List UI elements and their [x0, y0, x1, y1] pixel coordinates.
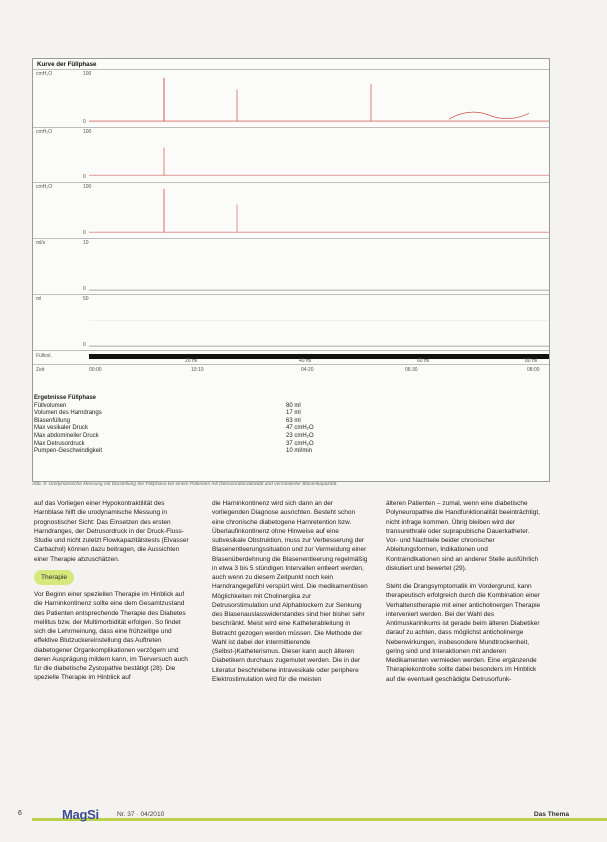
result-value: 10 ml/min	[286, 448, 313, 455]
page-number: 6	[18, 810, 22, 817]
volume-axis-row	[33, 350, 549, 362]
results-row	[34, 425, 364, 433]
channel-label: cmH₂O	[36, 184, 53, 190]
page-footer	[0, 806, 607, 830]
time-tick: 06:30	[405, 367, 418, 373]
channel-max: 100	[83, 184, 92, 190]
channel-strip-2	[33, 127, 549, 182]
results-row	[34, 403, 364, 411]
channel-zero: 0	[83, 342, 86, 348]
result-value: 47 cmH₂O	[286, 425, 314, 432]
volume-tick: 20 ml	[185, 358, 198, 364]
channel-max: 10	[83, 240, 89, 246]
result-label: Volumen des Harndrangs	[34, 410, 102, 417]
paragraph: Steht die Drangsymptomatik im Vordergrund, kann therapeutisch erfolgreich durch die Kombination einer Verhaltenstherapie mit einer anticholinergen Therapie interveniert werden. Bei der Wahl des Antimuskarinikums ist gerade beim älteren Diabetiker darauf zu achten, dass möglichst anticholinerge Nebenwirkungen, insbesondere Mundtrockenheit, gering sind und Interaktionen mit anderen Medikamenten vermieden werden. Eine ergänzende Therapiekontrolle sollte dabei besonders im Hinblick auf die eventuell geschädigte Detrusorfunk-	[386, 583, 541, 683]
figure-caption: Abb. 5: Urodynamische Messung mit Darstellung der Füllphase bei einem Patienten mit Detrusorüberaktivität und verminderter Blasenkapazität.	[32, 482, 338, 487]
magazine-logo: MagSi	[62, 807, 99, 822]
result-value: 23 cmH₂O	[286, 432, 314, 439]
result-value: 80 ml	[286, 402, 301, 409]
result-label: Blasenfüllung	[34, 417, 71, 424]
result-value: 17 ml	[286, 410, 301, 417]
result-label: Füllvolumen	[34, 402, 67, 409]
channel-strip-3	[33, 182, 549, 238]
results-row	[34, 410, 364, 418]
time-tick: 08:00	[527, 367, 540, 373]
volume-trace	[89, 295, 549, 350]
time-tick: 00:00	[89, 367, 102, 373]
channel-zero: 0	[83, 119, 86, 125]
channel-strip-5	[33, 294, 549, 350]
section-heading-badge: Therapie	[34, 570, 74, 585]
result-value: 63 ml	[286, 417, 301, 424]
time-tick: 10:10	[191, 367, 204, 373]
channel-zero: 0	[83, 174, 86, 180]
result-label: Max vesikaler Druck	[34, 425, 89, 432]
result-value: 37 cmH₂O	[286, 440, 314, 447]
channel-max: 100	[83, 71, 92, 77]
results-row	[34, 418, 364, 426]
issue-label: Nr. 37 · 04/2010	[117, 811, 165, 818]
channel-strip-4	[33, 238, 549, 294]
channel-zero: 0	[83, 230, 86, 236]
volume-row-label: Füllvol.	[36, 353, 52, 359]
channel-strip-1	[33, 69, 549, 127]
results-row	[34, 448, 364, 456]
results-row	[34, 433, 364, 441]
channel-max: 100	[83, 129, 92, 135]
volume-bar	[89, 354, 549, 359]
text-column-3	[386, 499, 542, 684]
channel-label: ml/s	[36, 240, 46, 246]
channel-label: cmH₂O	[36, 71, 53, 77]
volume-tick: 60 ml	[417, 358, 430, 364]
paragraph: die Harninkontinenz wird sich dann an der vorliegenden Diagnose ausrichten. Besteht schon eine chronische diabetogene Harnretention bzw. Überlaufinkontinenz ohne Hinweise auf eine subvesikale Obstruktion, muss zur Verbesserung der Blasenentleerungssituation und zur Vermeidung einer Blasenüberdehnung die Blasenentleerung regelmäßig in etwa 3 bis 5 stündigen Intervallen entleert werden, auch wenn zu diesem Zeitpunkt noch kein Harndrangegefühl verspürt wird. Die medikamentösen Möglichkeiten mit Cholinergika zur Detrusorstimulation und Alphablockern zur Senkung des Blasenauslasswiderstandes sind hier bisher sehr beschränkt. Meist wird eine Katheterableitung in Betracht gezogen werden müssen. Die Methode der Wahl ist dabei der intermittierende (Selbst-)Katheterismus. Dieser kann auch älteren Diabetikern durchaus zugemutet werden. Die in der Literatur beschriebene intravesikale oder periphere Elektrostimulation wird für die meisten	[212, 500, 368, 683]
figure-title: Kurve der Füllphase	[37, 61, 97, 68]
section-name: Das Thema	[533, 811, 569, 818]
result-label: Max abdomineller Druck	[34, 432, 99, 439]
results-row	[34, 441, 364, 449]
channel-zero: 0	[83, 286, 86, 292]
time-axis-row	[33, 364, 549, 376]
volume-tick: 80 ml	[525, 358, 538, 364]
result-label: Max Detrusordruck	[34, 440, 85, 447]
footer-accent-bar	[32, 818, 607, 821]
channel-label: cmH₂O	[36, 129, 53, 135]
result-label: Pumpen-Geschwindigkeit	[34, 448, 103, 455]
paragraph: Vor Beginn einer speziellen Therapie im Hinblick auf die Harninkontinenz sollte eine dem Gesamtzustand des Patienten entsprechende Therapie des Diabetes mellitus bzw. der Multimorbidität erfolgen. So findet sich die Lehrmeinung, dass eine frühzeitige und effektive Blutzuckereinstellung das Auftreten diabetogener Organkomplikationen verzögern und deren Ausprägung mildern kann, im Tierversuch auch für die diabetische Zystopathie bestätigt (28). Die spezielle Therapie im Hinblick auf	[34, 591, 188, 682]
text-column-1	[34, 499, 190, 683]
paragraph: auf das Vorliegen einer Hypokontraktilität des Harnblase hilft die urodynamische Messung in prognostischer Sicht: Das Einsetzen des ersten Harndranges, der Detrusordruck in der Druck-Fluss-Studie und nicht zuletzt Flowkapazitätstests (Elvasser Carbachol) können dazu beitragen, die Aussichten einer Therapie abzuschätzen.	[34, 500, 189, 563]
channel-max: 50	[83, 296, 89, 302]
results-table	[34, 395, 364, 456]
text-column-2	[212, 499, 368, 684]
flow-trace	[89, 239, 549, 294]
paragraph: älteren Patienten – zumal, wenn eine diabetische Polyneuropathie die Handfunktionalität beeinträchtigt, nicht infrage kommen. Übrig bleiben wird der transurethrale oder suprapubische Dauerkatheter. Vor- und Nachteile beider chronischer Ableitungsformen, Indikationen und Kontraindikationen sind an anderer Stelle ausführlich diskutiert und bewertet (29).	[386, 500, 540, 572]
volume-tick: 40 ml	[299, 358, 312, 364]
time-tick: 04:20	[301, 367, 314, 373]
time-row-label: Zeit	[36, 367, 45, 373]
pressure-trace-1	[89, 70, 549, 127]
channel-label: ml	[36, 296, 42, 302]
detrusor-trace	[89, 183, 549, 238]
pressure-trace-2	[89, 128, 549, 182]
results-title: Ergebnisse Füllphase	[34, 395, 97, 401]
